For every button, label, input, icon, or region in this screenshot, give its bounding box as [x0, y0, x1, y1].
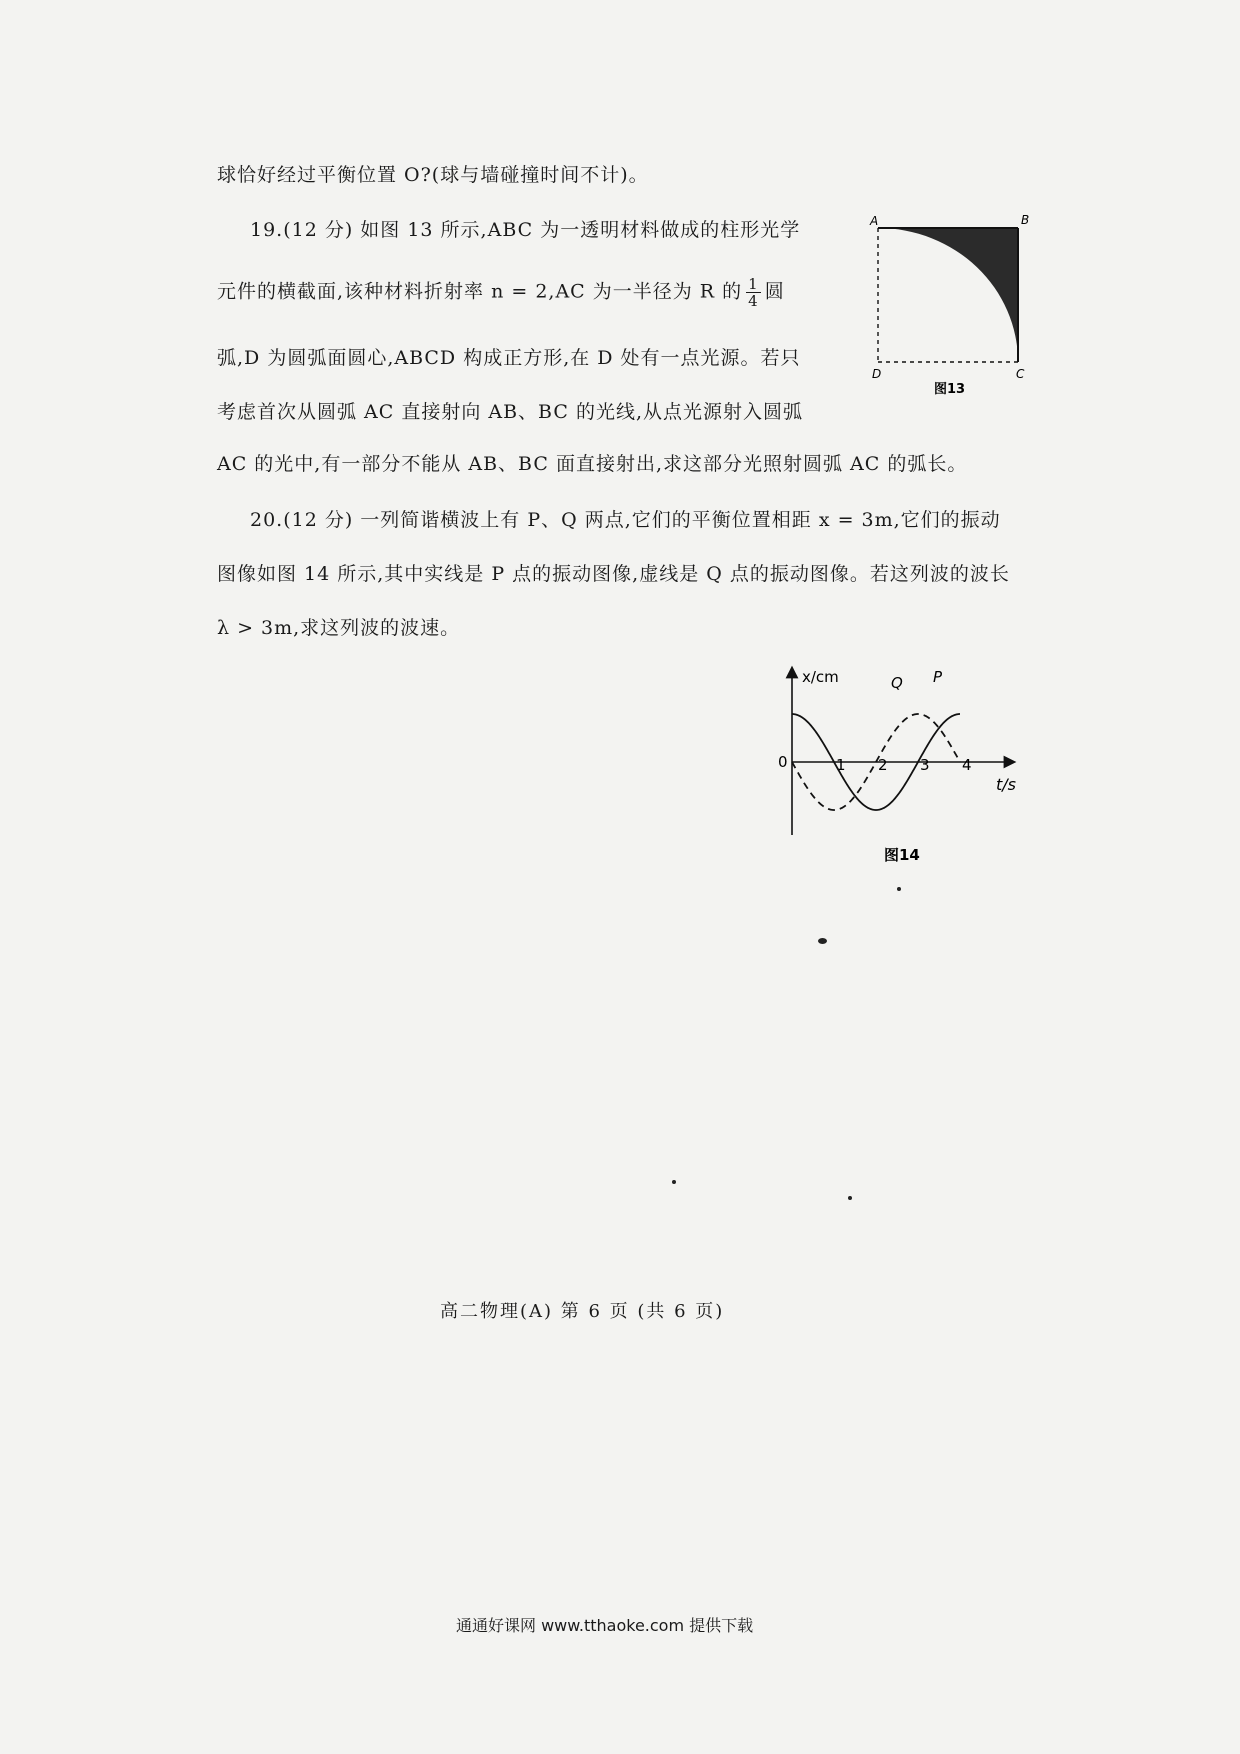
q19-line-2	[217, 276, 785, 309]
q20-line-2: 图像如图 14 所示,其中实线是 P 点的振动图像,虚线是 Q 点的振动图像。若这列波的波长	[217, 563, 1010, 585]
label-c: C	[1016, 367, 1025, 381]
label-a: A	[870, 214, 879, 228]
figure-14-caption: 图14	[884, 846, 920, 864]
figure-13-diagram	[868, 210, 1048, 410]
fraction-denominator: 4	[748, 292, 759, 310]
x-tick-label: 2	[878, 756, 888, 774]
speckle	[848, 1196, 852, 1200]
q20-line-3: λ > 3m,求这列波的波速。	[217, 617, 461, 639]
download-credit: 通通好课网 www.tthaoke.com 提供下载	[456, 1616, 754, 1635]
x-tick-label: 3	[920, 756, 930, 774]
speckle	[818, 938, 827, 944]
q19-line-3: 弧,D 为圆弧面圆心,ABCD 构成正方形,在 D 处有一点光源。若只	[217, 347, 801, 369]
q18-tail-line: 球恰好经过平衡位置 O?(球与墙碰撞时间不计)。	[217, 164, 649, 186]
x-tick-label: 4	[962, 756, 972, 774]
series-p-label: P	[933, 668, 943, 686]
label-d: D	[872, 367, 882, 381]
fraction-numerator: 1	[748, 275, 759, 293]
q19-line-5: AC 的光中,有一部分不能从 AB、BC 面直接射出,求这部分光照射圆弧 AC 的弧长。	[217, 453, 968, 475]
figure-14-vibration-graph	[770, 660, 1040, 870]
q19-line-4: 考虑首次从圆弧 AC 直接射向 AB、BC 的光线,从点光源射入圆弧	[217, 401, 803, 423]
x-tick-label: 1	[836, 756, 846, 774]
speckle	[672, 1180, 676, 1184]
figure-13-caption: 图13	[934, 382, 966, 397]
q19-line-2-end: 圆	[764, 280, 785, 303]
x-tick-labels	[836, 756, 972, 774]
x-axis-label: t/s	[996, 775, 1016, 794]
label-b: B	[1021, 213, 1030, 227]
speckle	[897, 887, 901, 891]
series-q-label: Q	[891, 674, 903, 692]
q20-line-1: 20.(12 分) 一列简谐横波上有 P、Q 两点,它们的平衡位置相距 x = 3m,它们的振动	[250, 509, 1001, 531]
page-footer: 高二物理(A) 第 6 页 (共 6 页)	[440, 1301, 725, 1322]
fraction-one-quarter	[746, 276, 761, 309]
shaded-region	[878, 228, 1018, 362]
q19-line-1: 19.(12 分) 如图 13 所示,ABC 为一透明材料做成的柱形光学	[250, 219, 801, 241]
q19-line-2-text: 元件的横截面,该种材料折射率 n = 2,AC 为一半径为 R 的	[217, 280, 743, 303]
origin-label: 0	[778, 753, 788, 771]
y-axis-label: x/cm	[802, 668, 839, 686]
